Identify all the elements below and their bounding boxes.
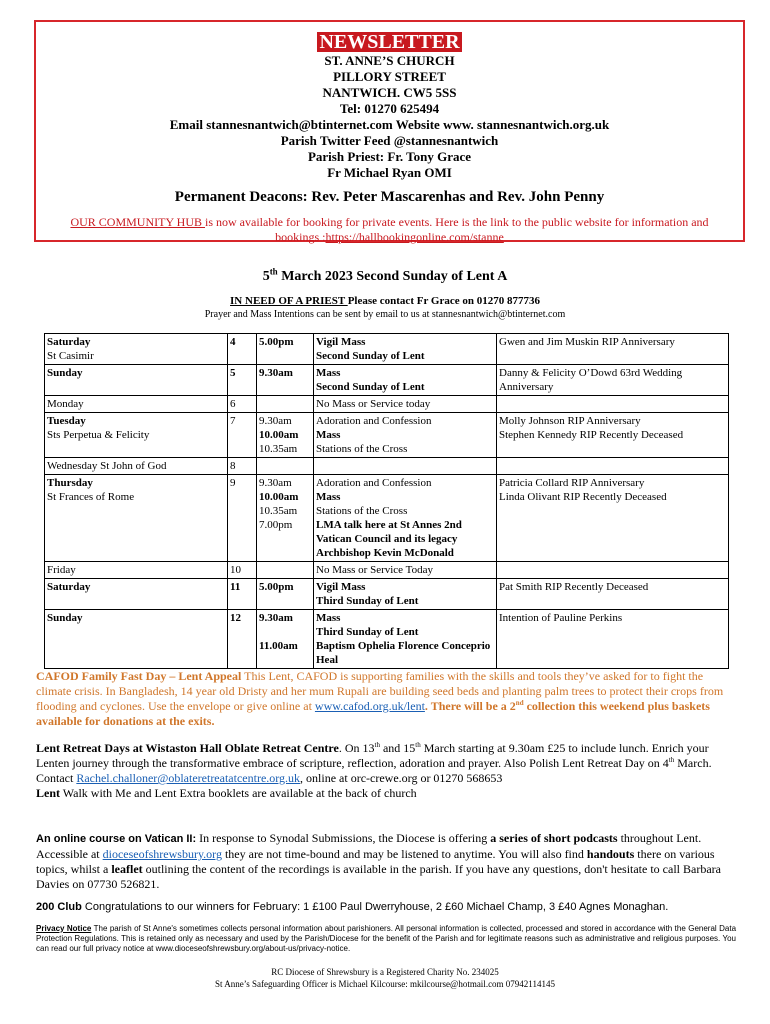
- schedule-events: [314, 562, 497, 579]
- schedule-date: 7: [228, 413, 257, 458]
- schedule-times: [257, 396, 314, 413]
- mass-time: 9.30am: [259, 612, 293, 624]
- schedule-day: [45, 475, 228, 562]
- cafod-collection-2: collection this weekend plus baskets available for donations at the exits.: [36, 699, 710, 728]
- service-name: Stations of the Cross: [316, 443, 408, 455]
- schedule-events: [314, 610, 497, 669]
- mass-time: 10.00am: [259, 491, 299, 503]
- schedule-times: [257, 562, 314, 579]
- priest-needed-label: IN NEED OF A PRIEST: [230, 295, 348, 307]
- service-name: Mass: [316, 429, 341, 441]
- retreat-text-4: March. Contact: [36, 756, 712, 785]
- priest-needed-contact: Please contact Fr Grace on 01270 877736: [347, 295, 540, 307]
- community-hub-notice: [50, 215, 729, 245]
- schedule-day: [45, 334, 228, 365]
- mass-time: [259, 625, 311, 639]
- 200-club-notice: [36, 900, 736, 914]
- church-street: PILLORY STREET: [333, 69, 446, 84]
- day-name: Saturday: [47, 581, 91, 593]
- mass-time: [259, 563, 311, 577]
- cafod-link[interactable]: www.cafod.org.uk/lent: [314, 699, 425, 713]
- service-name: Vigil Mass: [316, 581, 366, 593]
- lent-retreat-notice: [36, 741, 736, 801]
- privacy-title: Privacy Notice: [36, 924, 92, 933]
- service-name: No Mass or Service Today: [316, 564, 433, 576]
- mass-time: 7.00pm: [259, 519, 293, 531]
- cafod-collection-sup: nd: [515, 699, 524, 707]
- schedule-row: [45, 365, 729, 396]
- service-name: Mass: [316, 612, 341, 624]
- schedule-events: [314, 334, 497, 365]
- vatican-course-title: An online course on Vatican II:: [36, 833, 197, 845]
- cafod-title: CAFOD Family Fast Day – Lent Appeal: [36, 669, 242, 683]
- vatican-text-2: throughout Lent. Accessible at: [36, 831, 702, 861]
- vatican-text-3: they are not time-bound and may be listened to anytime. You will also find: [221, 847, 587, 861]
- schedule-row: [45, 610, 729, 669]
- mass-time: [259, 459, 311, 473]
- schedule-times: [257, 579, 314, 610]
- charity-number: RC Diocese of Shrewsbury is a Registered Charity No. 234025: [271, 967, 499, 977]
- vatican-leaflet: leaflet: [111, 862, 143, 876]
- service-name: Mass: [316, 491, 341, 503]
- mass-time: 9.30am: [259, 367, 293, 379]
- cafod-body: This Lent, CAFOD is supporting families with the skills and tools they’ve asked for to fight the climate crisis. In Bangladesh, 14 year old Dristy and her mum Rupali are building seed beds and planting palm trees to protect their crops from flooding and cyclones. Use the envelope or give online at: [36, 669, 724, 713]
- mass-intention: Gwen and Jim Muskin RIP Anniversary: [497, 334, 729, 365]
- community-hub-text: is now available for booking for private events. Here is the link to the public website for information and bookings :: [205, 215, 709, 244]
- prayer-intentions-line: Prayer and Mass Intentions can be sent by email to us at stannesnantwich@btinternet.com: [204, 309, 566, 320]
- mass-time: [259, 397, 311, 411]
- retreat-text-5: , online at orc-crewe.org or 01270 568653: [300, 771, 503, 785]
- retreat-sup-2: th: [415, 741, 421, 749]
- community-hub-link[interactable]: OUR COMMUNITY HUB: [70, 215, 206, 229]
- mass-intention: [497, 562, 729, 579]
- schedule-row: [45, 458, 729, 475]
- parish-priest: Parish Priest: Fr. Tony Grace: [307, 149, 472, 164]
- church-telephone: Tel: 01270 625494: [339, 101, 440, 116]
- service-name: Adoration and Confession: [316, 415, 432, 427]
- priest-needed-notice: [0, 295, 770, 307]
- church-town: NANTWICH. CW5 5SS: [322, 85, 457, 100]
- cafod-collection-1: . There will be a 2: [424, 699, 516, 713]
- schedule-events: [314, 413, 497, 458]
- schedule-events: [314, 396, 497, 413]
- mass-time: 11.00am: [259, 640, 298, 652]
- mass-time: 10.35am: [259, 505, 298, 517]
- mass-intention: Pat Smith RIP Recently Deceased: [497, 579, 729, 610]
- retreat-sup-1: th: [374, 741, 380, 749]
- schedule-date: 10: [228, 562, 257, 579]
- schedule-times: [257, 610, 314, 669]
- retreat-text-1: . On 13: [338, 741, 375, 755]
- cafod-appeal: [36, 669, 736, 729]
- vatican-course-notice: [36, 831, 736, 892]
- schedule-date: 12: [228, 610, 257, 669]
- hall-booking-link[interactable]: https://hallbookingonline.com/stanne: [325, 230, 504, 244]
- schedule-times: [257, 334, 314, 365]
- schedule-times: [257, 413, 314, 458]
- mass-intention: [497, 458, 729, 475]
- schedule-day: [45, 610, 228, 669]
- schedule-date: 9: [228, 475, 257, 562]
- safeguarding-officer: St Anne’s Safeguarding Officer is Michael Kilcourse: mkilcourse@hotmail.com 07942114145: [215, 979, 555, 989]
- schedule-row: [45, 579, 729, 610]
- mass-intention: Molly Johnson RIP Anniversary Stephen Kennedy RIP Recently Deceased: [497, 413, 729, 458]
- service-name: Second Sunday of Lent: [316, 381, 425, 393]
- service-name: Mass: [316, 367, 341, 379]
- day-name: Tuesday: [47, 415, 86, 427]
- feast-name: Sts Perpetua & Felicity: [47, 429, 150, 441]
- mass-intention: Patricia Collard RIP Anniversary Linda Olivant RIP Recently Deceased: [497, 475, 729, 562]
- feast-name: St Frances of Rome: [47, 491, 135, 503]
- schedule-day: [45, 413, 228, 458]
- day-name: Thursday: [47, 477, 93, 489]
- permanent-deacons: Permanent Deacons: Rev. Peter Mascarenhas and Rev. John Penny: [174, 189, 605, 205]
- mass-intention: Intention of Pauline Perkins: [497, 610, 729, 669]
- club-winners: Congratulations to our winners for February: 1 £100 Paul Dwerryhouse, 2 £60 Michael Champ, 3 £40 Agnes Monaghan.: [81, 901, 669, 913]
- service-name: Baptism Ophelia Florence Conceprio Heal: [316, 640, 491, 666]
- schedule-times: [257, 475, 314, 562]
- mass-schedule-table: [44, 333, 729, 669]
- schedule-day: [45, 365, 228, 396]
- schedule-date: 8: [228, 458, 257, 475]
- schedule-day: [45, 458, 228, 475]
- footer: [0, 966, 770, 990]
- service-name: Third Sunday of Lent: [316, 626, 419, 638]
- day-name: Sunday: [47, 367, 83, 379]
- assistant-priest: Fr Michael Ryan OMI: [327, 165, 452, 180]
- church-name: ST. ANNE’S CHURCH: [324, 53, 455, 68]
- service-name: No Mass or Service today: [316, 398, 431, 410]
- mass-time: 5.00pm: [259, 581, 294, 593]
- schedule-events: [314, 458, 497, 475]
- diocese-link[interactable]: dioceseofshrewsbury.org: [102, 847, 222, 861]
- service-name: LMA talk here at St Annes 2nd Vatican Council and its legacy Archbishop Kevin McDonald: [316, 519, 462, 559]
- day-name: Wednesday St John of God: [47, 460, 167, 472]
- club-title: 200 Club: [36, 901, 82, 913]
- schedule-times: [257, 458, 314, 475]
- feast-name: St Casimir: [47, 350, 94, 362]
- church-email-website: Email stannesnantwich@btinternet.com Website www. stannesnantwich.org.uk: [169, 117, 610, 132]
- schedule-date: 11: [228, 579, 257, 610]
- privacy-body: The parish of St Anne's sometimes collects personal information about parishioners. All personal information is collected, processed and stored in accordance with the General Data Protection Regulations. This is retained only as necessary and used by the Parish/Diocese for the benefit of the Parish and for legitimate reasons such as administrative and religious purposes. You can read our full privacy notice at www.dioceseofshrewsbury.org/about-us/privacy-notice.: [36, 924, 737, 953]
- schedule-day: [45, 579, 228, 610]
- vatican-text-4: there on various topics, whilst a: [36, 847, 715, 876]
- vatican-text-1: In response to Synodal Submissions, the Diocese is offering: [196, 831, 491, 845]
- schedule-date: 4: [228, 334, 257, 365]
- day-name: Saturday: [47, 336, 91, 348]
- service-name: Stations of the Cross: [316, 505, 408, 517]
- newsletter-header: [34, 20, 745, 242]
- schedule-row: [45, 396, 729, 413]
- newsletter-title: NEWSLETTER: [319, 31, 460, 53]
- parish-twitter: Parish Twitter Feed @stannesnantwich: [280, 133, 499, 148]
- schedule-row: [45, 562, 729, 579]
- vatican-handouts: handouts: [586, 847, 635, 861]
- lent-booklets-title: Lent: [36, 786, 60, 800]
- day-name: Monday: [47, 398, 84, 410]
- mass-time: 5.00pm: [259, 336, 294, 348]
- schedule-day: [45, 396, 228, 413]
- heading-rest: March 2023 Second Sunday of Lent A: [277, 269, 508, 284]
- service-name: Adoration and Confession: [316, 477, 432, 489]
- lent-booklets-text: Walk with Me and Lent Extra booklets are available at the back of church: [60, 786, 417, 800]
- schedule-times: [257, 365, 314, 396]
- mass-time: 9.30am: [259, 477, 292, 489]
- schedule-day: [45, 562, 228, 579]
- schedule-date: 6: [228, 396, 257, 413]
- heading-day-suffix: th: [269, 266, 278, 277]
- schedule-events: [314, 579, 497, 610]
- retreat-email-link[interactable]: Rachel.challoner@oblateretreatatcentre.org.uk: [76, 771, 301, 785]
- day-name: Sunday: [47, 612, 83, 624]
- schedule-date: 5: [228, 365, 257, 396]
- mass-intention: [497, 396, 729, 413]
- retreat-text-3: March starting at 9.30am £25 to include lunch. Enrich your Lenten journey through the transformative embrace of scripture, reflection, adoration and prayer. Also Polish Lent Retreat Day on 4: [36, 741, 709, 770]
- day-name: Friday: [47, 564, 76, 576]
- mass-time: 10.35am: [259, 443, 298, 455]
- schedule-events: [314, 475, 497, 562]
- service-name: Vigil Mass: [316, 336, 366, 348]
- vatican-podcasts: a series of short podcasts: [490, 831, 618, 845]
- sunday-heading: [0, 266, 770, 285]
- service-name: Third Sunday of Lent: [316, 595, 419, 607]
- schedule-events: [314, 365, 497, 396]
- retreat-title: Lent Retreat Days at Wistaston Hall Oblate Retreat Centre: [36, 741, 339, 755]
- privacy-notice: [36, 924, 736, 954]
- schedule-row: [45, 475, 729, 562]
- mass-time: 9.30am: [259, 415, 292, 427]
- schedule-row: [45, 334, 729, 365]
- heading-day: 5: [262, 269, 270, 284]
- service-name: Second Sunday of Lent: [316, 350, 425, 362]
- vatican-text-5: outlining the content of the recordings is available in the parish. If you have any questions, don't hesitate to call Barbara Davies on 07730 526821.: [36, 862, 721, 891]
- mass-intention: Danny & Felicity O’Dowd 63rd Wedding Anniversary: [497, 365, 729, 396]
- mass-time: 10.00am: [259, 429, 299, 441]
- retreat-sup-3: th: [668, 756, 675, 764]
- retreat-text-2: and 15: [379, 741, 416, 755]
- schedule-row: [45, 413, 729, 458]
